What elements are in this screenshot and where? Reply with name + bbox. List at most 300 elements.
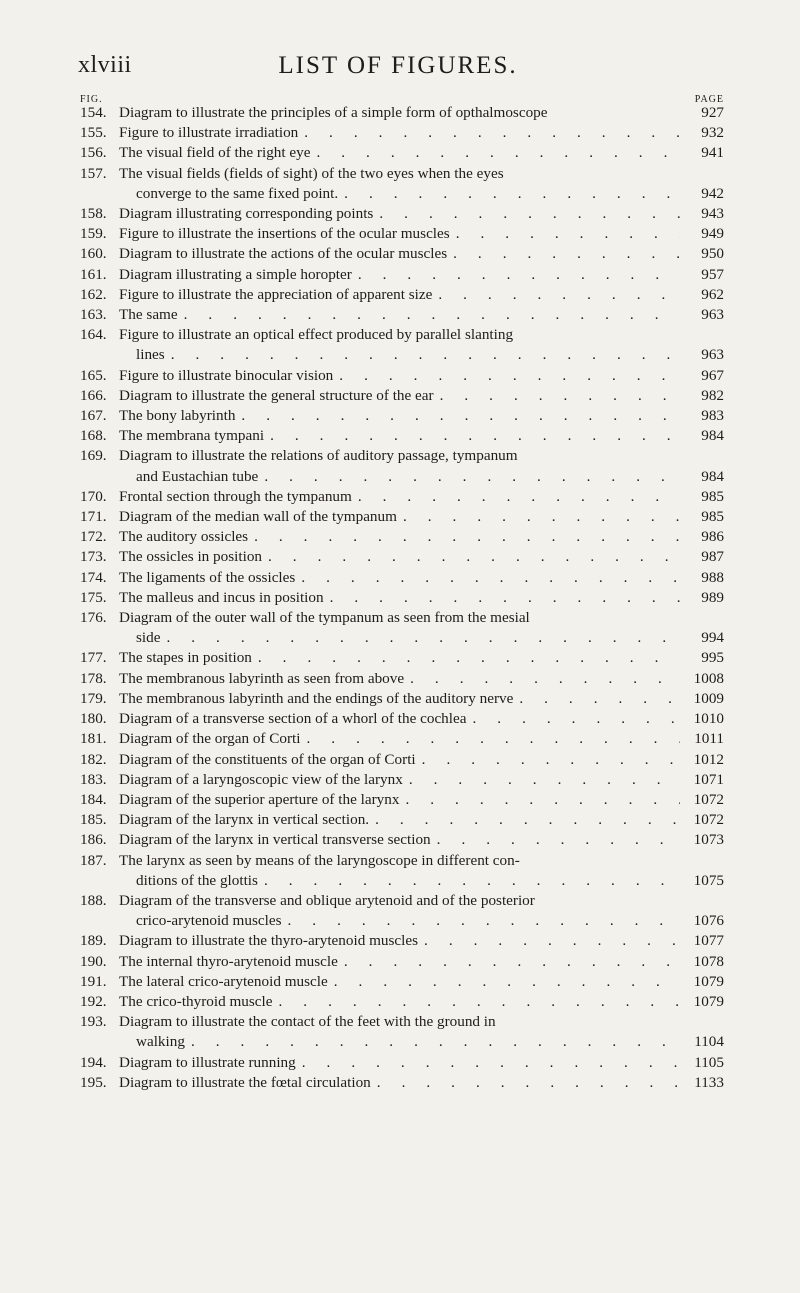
figure-entry (80, 851, 724, 891)
figure-entry (80, 386, 724, 406)
figure-entry (80, 366, 724, 386)
figure-number: 182. (80, 750, 107, 768)
caption-line (119, 911, 724, 931)
figure-number: 176. (80, 609, 107, 627)
caption-text: Diagram to illustrate the relations of auditory passage, tympanum (119, 447, 518, 465)
figure-caption (119, 244, 724, 264)
page-reference: 942 (701, 184, 724, 202)
dot-leader (434, 386, 680, 406)
page-reference: 963 (701, 306, 724, 324)
dot-leader (298, 123, 680, 143)
caption-line (119, 366, 724, 386)
page-reference: 1077 (693, 932, 724, 950)
caption-text: and Eustachian tube (136, 467, 259, 485)
figure-entry (80, 931, 724, 951)
figure-caption (119, 547, 724, 567)
figure-caption (119, 851, 724, 891)
caption-line (119, 588, 724, 608)
figure-number: 191. (80, 972, 107, 990)
caption-line (119, 1073, 724, 1093)
figure-number: 192. (80, 992, 107, 1010)
page-reference: 1009 (693, 689, 724, 707)
caption-line (119, 669, 724, 689)
caption-line (119, 426, 724, 446)
figure-entry (80, 1012, 724, 1052)
page-reference: 988 (701, 568, 724, 586)
caption-line (119, 547, 724, 567)
caption-line (119, 527, 724, 547)
dot-leader (404, 669, 680, 689)
figure-number: 174. (80, 568, 107, 586)
page-reference: 986 (701, 528, 724, 546)
figure-number: 164. (80, 326, 107, 344)
figure-entry (80, 224, 724, 244)
caption-text: Figure to illustrate irradiation (119, 124, 299, 142)
figure-entry (80, 669, 724, 689)
figure-caption (119, 164, 724, 204)
figure-entry (80, 285, 724, 305)
figure-caption (119, 1073, 724, 1093)
caption-text: The malleus and incus in position (119, 588, 324, 606)
figure-caption (119, 406, 724, 426)
figure-caption (119, 669, 724, 689)
dot-leader (447, 244, 680, 264)
figure-entry (80, 648, 724, 668)
caption-line (119, 790, 724, 810)
page-reference: 963 (701, 346, 724, 364)
figure-entry (80, 790, 724, 810)
dot-leader (333, 366, 680, 386)
figure-number: 178. (80, 669, 107, 687)
dot-leader (295, 568, 680, 588)
caption-text: Diagram of the larynx in vertical transverse section (119, 831, 431, 849)
caption-line (119, 204, 724, 224)
dot-leader (431, 830, 680, 850)
figure-number: 167. (80, 407, 107, 425)
figure-number: 171. (80, 508, 107, 526)
page-reference: 927 (701, 104, 724, 121)
dot-leader (352, 265, 680, 285)
caption-text: lines (136, 346, 165, 364)
figure-number: 184. (80, 790, 107, 808)
figure-caption (119, 750, 724, 770)
figure-caption (119, 648, 724, 668)
caption-text: The same (119, 306, 178, 324)
figure-entry (80, 426, 724, 446)
figure-number: 168. (80, 427, 107, 445)
figure-number: 189. (80, 932, 107, 950)
caption-line (119, 952, 724, 972)
figure-caption (119, 527, 724, 547)
figure-caption (119, 224, 724, 244)
figure-entry (80, 891, 724, 931)
figure-entry (80, 143, 724, 163)
caption-line (119, 164, 724, 184)
caption-line (119, 648, 724, 668)
caption-text: The internal thyro-arytenoid muscle (119, 952, 338, 970)
figure-caption (119, 487, 724, 507)
caption-line (119, 224, 724, 244)
figure-entry (80, 164, 724, 204)
page-reference: 932 (701, 124, 724, 142)
caption-text: The larynx as seen by means of the laryngoscope in different con- (119, 851, 520, 869)
figure-caption (119, 507, 724, 527)
caption-line (119, 750, 724, 770)
dot-leader (369, 810, 680, 830)
figure-number: 158. (80, 205, 107, 223)
figure-number: 194. (80, 1053, 107, 1071)
caption-line (119, 345, 724, 365)
dot-leader (418, 931, 680, 951)
caption-line (119, 406, 724, 426)
caption-line (119, 871, 724, 891)
figure-entry (80, 547, 724, 567)
caption-text: The membranous labyrinth and the endings of the auditory nerve (119, 689, 514, 707)
page-reference: 1011 (694, 730, 724, 748)
caption-text: The auditory ossicles (119, 528, 249, 546)
figure-number: 188. (80, 891, 107, 909)
page-reference: 989 (701, 588, 724, 606)
caption-text: converge to the same fixed point. (136, 184, 339, 202)
dot-leader (373, 204, 680, 224)
dot-leader (352, 487, 680, 507)
figure-caption (119, 1053, 724, 1073)
caption-line (119, 1032, 724, 1052)
figure-caption (119, 931, 724, 951)
figure-entry (80, 305, 724, 325)
figure-caption (119, 305, 724, 325)
figure-caption (119, 952, 724, 972)
caption-text: Diagram of a laryngoscopic view of the larynx (119, 770, 403, 788)
page-reference: 1105 (694, 1053, 724, 1071)
figure-entry (80, 750, 724, 770)
caption-line (119, 265, 724, 285)
caption-line (119, 770, 724, 790)
figure-entry (80, 1053, 724, 1073)
figure-caption (119, 992, 724, 1012)
page-reference: 950 (701, 245, 724, 263)
figure-number: 195. (80, 1073, 107, 1091)
dot-leader (273, 992, 680, 1012)
caption-line (119, 1012, 724, 1032)
figure-caption (119, 103, 724, 123)
page-reference: 1073 (693, 831, 724, 849)
figure-entry (80, 204, 724, 224)
caption-text: The crico-thyroid muscle (119, 992, 273, 1010)
figure-number: 156. (80, 144, 107, 162)
page-reference: 1075 (693, 871, 724, 889)
figure-number: 162. (80, 285, 107, 303)
page-reference: 985 (701, 508, 724, 526)
figure-number: 161. (80, 265, 107, 283)
caption-text: Diagram of the transverse and oblique arytenoid and of the posterior (119, 891, 535, 909)
figure-caption (119, 568, 724, 588)
dot-leader (252, 648, 680, 668)
dot-leader (432, 285, 680, 305)
page-reference: 1012 (693, 750, 724, 768)
caption-text: Diagram to illustrate the contact of the feet with the ground in (119, 1013, 496, 1031)
figure-number: 185. (80, 811, 107, 829)
figure-caption (119, 588, 724, 608)
caption-text: The ligaments of the ossicles (119, 568, 296, 586)
figure-entry (80, 487, 724, 507)
figure-caption (119, 608, 724, 648)
caption-text: The ossicles in position (119, 548, 263, 566)
figure-entry (80, 588, 724, 608)
figure-caption (119, 689, 724, 709)
caption-line (119, 608, 724, 628)
caption-line (119, 810, 724, 830)
caption-line (119, 386, 724, 406)
dot-leader (371, 1073, 680, 1093)
page-reference: 982 (701, 386, 724, 404)
figure-entry (80, 770, 724, 790)
page-reference: 987 (701, 548, 724, 566)
caption-text: Diagram to illustrate running (119, 1053, 296, 1071)
caption-text: walking (136, 1033, 185, 1051)
caption-text: Diagram of a transverse section of a whorl of the cochlea (119, 710, 467, 728)
figure-caption (119, 204, 724, 224)
caption-text: The membranous labyrinth as seen from above (119, 669, 405, 687)
caption-line (119, 851, 724, 871)
page-header (78, 52, 718, 84)
caption-line (119, 184, 724, 204)
caption-line (119, 325, 724, 345)
page-reference: 1010 (693, 710, 724, 728)
caption-text: side (136, 629, 161, 647)
figure-number: 169. (80, 447, 107, 465)
page-reference: 984 (701, 467, 724, 485)
dot-leader (301, 729, 680, 749)
dot-leader (178, 305, 680, 325)
page-reference: 949 (701, 225, 724, 243)
page-number: xlviii (78, 52, 132, 78)
caption-text: Diagram illustrating a simple horopter (119, 265, 352, 283)
figure-number: 190. (80, 952, 107, 970)
caption-text: Diagram of the organ of Corti (119, 730, 301, 748)
figure-caption (119, 770, 724, 790)
dot-leader (296, 1053, 680, 1073)
page-reference: 1133 (694, 1073, 724, 1091)
page-reference: 994 (701, 629, 724, 647)
page-reference: 1072 (693, 790, 724, 808)
figure-entry (80, 507, 724, 527)
figure-number: 163. (80, 306, 107, 324)
figure-caption (119, 830, 724, 850)
caption-line (119, 972, 724, 992)
caption-text: ditions of the glottis (136, 871, 258, 889)
caption-line (119, 487, 724, 507)
caption-text: Diagram to illustrate the actions of the ocular muscles (119, 245, 448, 263)
dot-leader (310, 143, 680, 163)
figure-number: 173. (80, 548, 107, 566)
figure-caption (119, 386, 724, 406)
caption-text: Diagram to illustrate the general structure of the ear (119, 386, 434, 404)
dot-leader (513, 689, 680, 709)
fig-column-header: FIG. (80, 94, 103, 105)
caption-line (119, 467, 724, 487)
page-reference: 1071 (693, 770, 724, 788)
dot-leader (403, 770, 680, 790)
figure-entry (80, 1073, 724, 1093)
caption-line (119, 507, 724, 527)
caption-text: Figure to illustrate an optical effect produced by parallel slanting (119, 326, 514, 344)
caption-text: Diagram of the constituents of the organ of Corti (119, 750, 416, 768)
figure-number: 186. (80, 831, 107, 849)
dot-leader (264, 426, 680, 446)
figure-caption (119, 446, 724, 486)
caption-line (119, 830, 724, 850)
caption-line (119, 709, 724, 729)
caption-text: Frontal section through the tympanum (119, 487, 352, 505)
figure-number: 155. (80, 124, 107, 142)
caption-line (119, 244, 724, 264)
figure-entry (80, 608, 724, 648)
caption-text: Diagram of the larynx in vertical section. (119, 811, 370, 829)
figure-caption (119, 891, 724, 931)
caption-line (119, 305, 724, 325)
caption-text: The visual field of the right eye (119, 144, 311, 162)
figure-number: 172. (80, 528, 107, 546)
caption-line (119, 689, 724, 709)
caption-line (119, 628, 724, 648)
caption-line (119, 729, 724, 749)
figure-entry (80, 406, 724, 426)
figure-caption (119, 366, 724, 386)
page-reference: 1008 (693, 669, 724, 687)
figure-caption (119, 790, 724, 810)
figure-number: 175. (80, 588, 107, 606)
page-reference: 941 (701, 144, 724, 162)
caption-line (119, 891, 724, 911)
caption-text: Diagram illustrating corresponding points (119, 205, 374, 223)
caption-line (119, 446, 724, 466)
page-reference: 967 (701, 366, 724, 384)
figure-number: 187. (80, 851, 107, 869)
dot-leader (397, 507, 680, 527)
page-reference: 1104 (694, 1033, 724, 1051)
figure-number: 159. (80, 225, 107, 243)
caption-text: The membrana tympani (119, 427, 265, 445)
caption-line (119, 931, 724, 951)
figure-entry (80, 972, 724, 992)
figure-caption (119, 972, 724, 992)
figure-entry (80, 265, 724, 285)
page-reference: 943 (701, 205, 724, 223)
figure-entry (80, 830, 724, 850)
figure-number: 154. (80, 104, 107, 121)
dot-leader (248, 527, 680, 547)
caption-text: Figure to illustrate binocular vision (119, 366, 334, 384)
caption-text: The stapes in position (119, 649, 252, 667)
caption-line (119, 103, 724, 123)
figure-entry (80, 568, 724, 588)
figure-entry (80, 244, 724, 264)
figure-caption (119, 265, 724, 285)
caption-line (119, 1053, 724, 1073)
figure-list (80, 103, 724, 1093)
figure-caption (119, 123, 724, 143)
page-reference: 1076 (693, 912, 724, 930)
dot-leader (338, 184, 680, 204)
figure-number: 180. (80, 710, 107, 728)
figure-caption (119, 285, 724, 305)
dot-leader (258, 871, 680, 891)
dot-leader (450, 224, 680, 244)
figure-caption (119, 729, 724, 749)
dot-leader (338, 952, 680, 972)
caption-text: Figure to illustrate the appreciation of apparent size (119, 285, 433, 303)
dot-leader (328, 972, 680, 992)
dot-leader (235, 406, 680, 426)
caption-text: Diagram to illustrate the principles of a simple form of opthalmoscope (119, 104, 548, 121)
dot-leader (324, 588, 680, 608)
caption-text: The visual fields (fields of sight) of the two eyes when the eyes (119, 164, 504, 182)
figure-number: 181. (80, 730, 107, 748)
figure-number: 170. (80, 487, 107, 505)
page-reference: 995 (701, 649, 724, 667)
page-reference: 984 (701, 427, 724, 445)
page-reference: 985 (701, 487, 724, 505)
dot-leader (466, 709, 680, 729)
page-reference: 983 (701, 407, 724, 425)
dot-leader (416, 750, 680, 770)
figure-number: 183. (80, 770, 107, 788)
figure-caption (119, 810, 724, 830)
caption-text: Figure to illustrate the insertions of the ocular muscles (119, 225, 450, 243)
figure-number: 166. (80, 386, 107, 404)
dot-leader (160, 628, 680, 648)
caption-text: Diagram to illustrate the thyro-arytenoid muscles (119, 932, 419, 950)
figure-entry (80, 689, 724, 709)
figure-number: 160. (80, 245, 107, 263)
page-reference: 1078 (693, 952, 724, 970)
caption-text: The bony labyrinth (119, 407, 236, 425)
figure-caption (119, 325, 724, 365)
page-reference: 1079 (693, 992, 724, 1010)
caption-text: Diagram of the outer wall of the tympanum as seen from the mesial (119, 609, 530, 627)
figure-caption (119, 709, 724, 729)
page-reference: 957 (701, 265, 724, 283)
page-reference: 1072 (693, 811, 724, 829)
figure-entry (80, 729, 724, 749)
figure-number: 157. (80, 164, 107, 182)
figure-entry (80, 103, 724, 123)
figure-entry (80, 446, 724, 486)
caption-text: Diagram of the superior aperture of the larynx (119, 790, 400, 808)
figure-entry (80, 325, 724, 365)
caption-line (119, 123, 724, 143)
caption-text: Diagram to illustrate the fœtal circulation (119, 1073, 371, 1091)
caption-line (119, 143, 724, 163)
page-reference: 962 (701, 285, 724, 303)
figure-entry (80, 992, 724, 1012)
caption-line (119, 568, 724, 588)
figure-number: 179. (80, 689, 107, 707)
figure-number: 165. (80, 366, 107, 384)
figure-number: 177. (80, 649, 107, 667)
page-column-header: PAGE (694, 94, 724, 105)
figure-entry (80, 527, 724, 547)
dot-leader (262, 547, 680, 567)
caption-text: The lateral crico-arytenoid muscle (119, 972, 328, 990)
caption-text: crico-arytenoid muscles (136, 912, 282, 930)
running-title: LIST OF FIGURES. (278, 52, 518, 79)
dot-leader (185, 1032, 680, 1052)
page-reference: 1079 (693, 972, 724, 990)
figure-caption (119, 426, 724, 446)
caption-line (119, 992, 724, 1012)
